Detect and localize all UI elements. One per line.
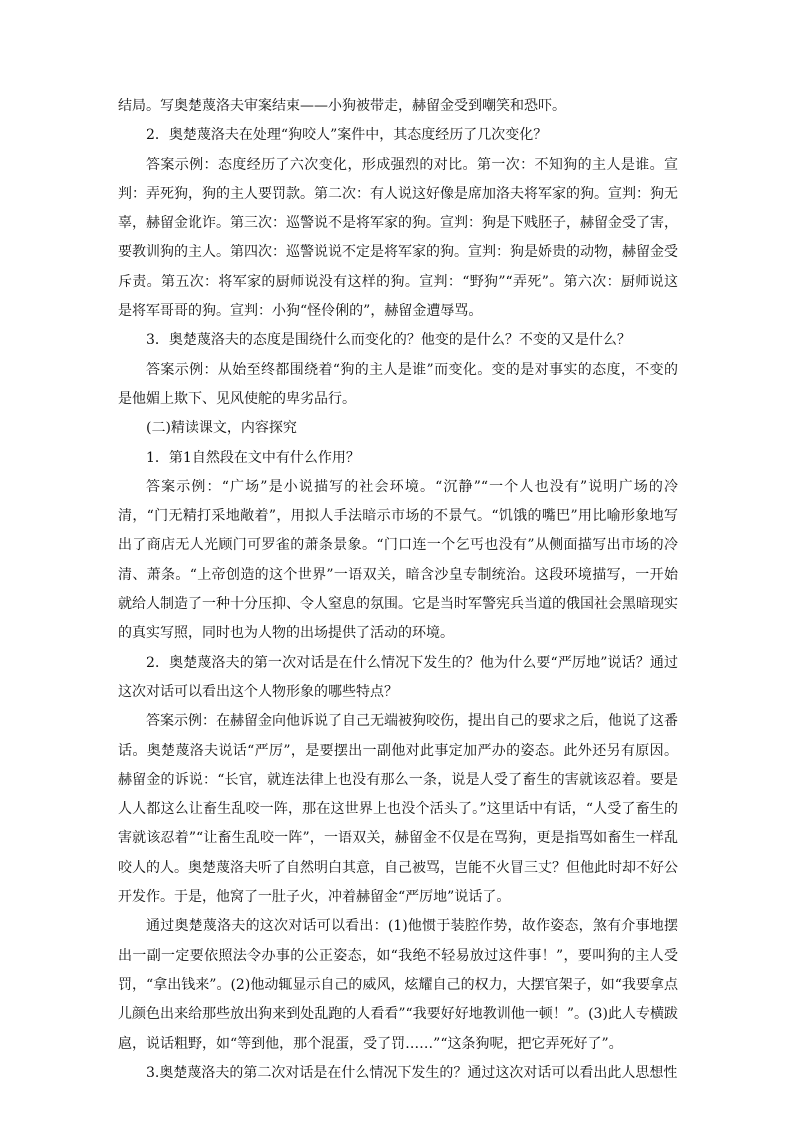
document-page [118, 92, 678, 1088]
answer-3: 答案示例：从始至终都围绕着“狗的主人是谁”而变化。变的是对事实的态度，不变的是他媚上欺下、见风使舵的卑劣品行。 [118, 361, 678, 407]
question-3: 3．奥楚蔑洛夫的态度是围绕什么而变化的？他变的是什么？不变的又是什么？ [146, 332, 631, 349]
question-2: 2．奥楚蔑洛夫在处理“狗咬人”案件中，其态度经历了几次变化？ [146, 127, 548, 144]
paragraph-continuation: 结局。写奥楚蔑洛夫审案结束——小狗被带走，赫留金受到嘲笑和恐吓。 [118, 98, 566, 114]
answer-close-reading-2-analysis: 通过奥楚蔑洛夫的这次对话可以看出：(1)他惯于装腔作势，故作姿态，煞有介事地摆出一副一定要依照法令办事的公正姿态，如“我绝不轻易放过这件事！”，要叫狗的主人受罚，“拿出钱来”。(2)他动辄显示自己的威风，炫耀自己的权力，大摆官架子，如“我要拿点儿颜色出来给那些放出狗来到处乱跑的人看看”“我要好好地教训他一顿！”。(3)此人专横跋扈，说话粗野，如“等到他，那个混蛋，受了罚……”“这条狗呢，把它弄死好了”。 [118, 918, 678, 1052]
question-close-reading-3: 3.奥楚蔑洛夫的第二次对话是在什么情况下发生的？通过这次对话可以看出此人思想性 [146, 1064, 678, 1081]
question-close-reading-1: 1．第1自然段在文中有什么作用？ [146, 449, 360, 466]
answer-close-reading-2: 答案示例：在赫留金向他诉说了自己无端被狗咬伤，提出自己的要求之后，他说了这番话。奥楚蔑洛夫说话“严厉”，是要摆出一副他对此事定加严办的姿态。此外还另有原因。赫留金的诉说：“长官，就连法律上也没有那么一条，说是人受了畜生的害就该忍着。要是人人都这么让畜生乱咬一阵，那在这世界上也没个活头了。”这里话中有话，“人受了畜生的害就该忍着”“让畜生乱咬一阵”，一语双关，赫留金不仅是在骂狗，更是指骂如畜生一样乱咬人的人。奥楚蔑洛夫听了自然明白其意，自己被骂，岂能不火冒三丈？但他此时却不好公开发作。于是，他窝了一肚子火，冲着赫留金“严厉地”说话了。 [118, 713, 678, 906]
question-close-reading-2: 2．奥楚蔑洛夫的第一次对话是在什么情况下发生的？他为什么要“严厉地”说话？通过这次对话可以看出这个人物形象的哪些特点？ [118, 654, 678, 700]
answer-2: 答案示例：态度经历了六次变化，形成强烈的对比。第一次：不知狗的主人是谁。宣判：弄死狗，狗的主人要罚款。第二次：有人说这好像是席加洛夫将军家的狗。宣判：狗无辜，赫留金讹诈。第三次：巡警说不是将军家的狗。宣判：狗是下贱胚子，赫留金受了害，要教训狗的主人。第四次：巡警说说不定是将军家的狗。宣判：狗是娇贵的动物，赫留金受斥责。第五次：将军家的厨师说没有这样的狗。宣判：“野狗”“弄死”。第六次：厨师说这是将军哥哥的狗。宣判：小狗“怪伶俐的”，赫留金遭辱骂。 [118, 156, 678, 320]
answer-close-reading-1: 答案示例：“广场”是小说描写的社会环境。“沉静”“一个人也没有”说明广场的冷清，“门无精打采地敞着”，用拟人手法暗示市场的不景气。“饥饿的嘴巴”用比喻形象地写出了商店无人光顾门可罗雀的萧条景象。“门口连一个乞丐也没有”从侧面描写出市场的冷清、萧条。“上帝创造的这个世界”一语双关，暗含沙皇专制统治。这段环境描写，一开始就给人制造了一种十分压抑、令人窒息的氛围。它是当时军警宪兵当道的俄国社会黑暗现实的真实写照，同时也为人物的出场提供了活动的环境。 [118, 478, 678, 642]
section-heading: (二)精读课文，内容探究 [146, 420, 297, 437]
